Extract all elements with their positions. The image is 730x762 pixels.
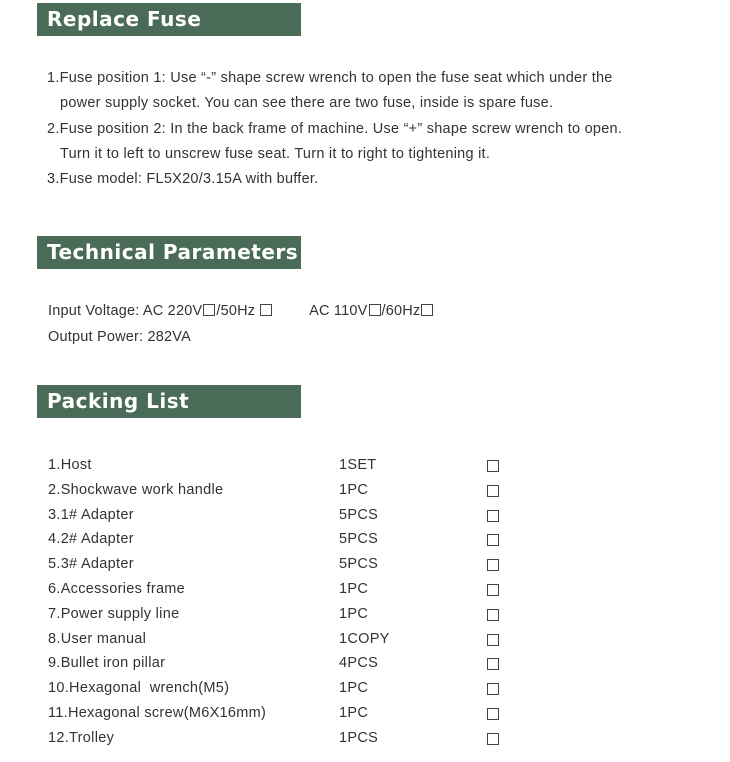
fuse-instruction-3-line1: 3.Fuse model: FL5X20/3.15A with buffer. [47, 171, 319, 188]
list-item [48, 527, 508, 552]
item-name: 7.Power supply line [48, 605, 180, 622]
item-checkbox[interactable] [487, 485, 499, 497]
list-item [48, 726, 508, 751]
item-name: 5.3# Adapter [48, 556, 134, 573]
list-item [48, 577, 508, 602]
ac110-label: AC 110V [309, 303, 368, 319]
item-qty: 1PC [339, 580, 369, 597]
fuse-instruction-1-line2: power supply socket. You can see there are two fuse, inside is spare fuse. [60, 95, 554, 112]
item-checkbox[interactable] [487, 634, 499, 646]
item-qty: 5PCS [339, 506, 379, 523]
checkbox-220v[interactable] [203, 304, 215, 316]
checkbox-110v-60hz[interactable] [421, 304, 433, 316]
list-item [48, 478, 508, 503]
item-qty: 4PCS [339, 655, 379, 672]
item-checkbox[interactable] [487, 708, 499, 720]
hz60-label: /60Hz [381, 303, 421, 319]
list-item [48, 453, 508, 478]
item-checkbox[interactable] [487, 683, 499, 695]
list-item [48, 651, 508, 676]
checkbox-110v[interactable] [369, 304, 381, 316]
item-checkbox[interactable] [487, 559, 499, 571]
item-qty: 1PC [339, 680, 369, 697]
item-name: 11.Hexagonal screw(M6X16mm) [48, 704, 267, 721]
fuse-instructions [47, 66, 687, 192]
checkbox-220v-50hz[interactable] [260, 304, 272, 316]
item-checkbox[interactable] [487, 584, 499, 596]
fuse-instruction-1-line1: 1.Fuse position 1: Use “-” shape screw wrench to open the fuse seat which under the [47, 70, 613, 86]
fuse-instruction-2-line1: 2.Fuse position 2: In the back frame of machine. Use “+” shape screw wrench to open. [47, 120, 623, 137]
replace-fuse-heading: Replace Fuse [37, 3, 301, 36]
fuse-instruction-3 [47, 167, 687, 192]
item-qty: 5PCS [339, 556, 379, 573]
list-item [48, 701, 508, 726]
item-name: 2.Shockwave work handle [48, 481, 224, 498]
list-item [48, 552, 508, 577]
item-qty: 5PCS [339, 531, 379, 548]
list-item [48, 627, 508, 652]
fuse-instruction-2 [47, 117, 687, 168]
input-voltage-label: Input Voltage: AC 220V [48, 303, 203, 319]
input-voltage-line [48, 298, 434, 324]
item-checkbox[interactable] [487, 534, 499, 546]
output-power: Output Power: 282VA [48, 329, 191, 345]
item-name: 3.1# Adapter [48, 506, 134, 523]
item-checkbox[interactable] [487, 733, 499, 745]
list-item [48, 503, 508, 528]
item-name: 12.Trolley [48, 729, 115, 746]
item-checkbox[interactable] [487, 609, 499, 621]
item-qty: 1PC [339, 605, 369, 622]
fuse-instruction-1 [47, 66, 687, 117]
item-checkbox[interactable] [487, 510, 499, 522]
item-qty: 1SET [339, 457, 377, 473]
item-checkbox[interactable] [487, 658, 499, 670]
item-qty: 1PC [339, 481, 369, 498]
hz50-label: /50Hz [216, 303, 256, 319]
list-item [48, 602, 508, 627]
item-qty: 1PCS [339, 729, 379, 746]
packing-list [48, 453, 508, 751]
item-name: 4.2# Adapter [48, 531, 134, 548]
list-item [48, 676, 508, 701]
item-qty: 1COPY [339, 630, 390, 647]
item-name: 10.Hexagonal wrench(M5) [48, 680, 230, 697]
technical-parameters-heading: Technical Parameters [37, 236, 301, 269]
packing-list-heading: Packing List [37, 385, 301, 418]
item-name: 6.Accessories frame [48, 580, 186, 597]
item-name: 8.User manual [48, 630, 147, 647]
technical-parameters [48, 298, 434, 350]
fuse-instruction-2-line2: Turn it to left to unscrew fuse seat. Turn it to right to tightening it. [60, 145, 491, 162]
item-qty: 1PC [339, 704, 369, 721]
item-name: 1.Host [48, 457, 92, 473]
item-checkbox[interactable] [487, 460, 499, 472]
item-name: 9.Bullet iron pillar [48, 655, 166, 672]
